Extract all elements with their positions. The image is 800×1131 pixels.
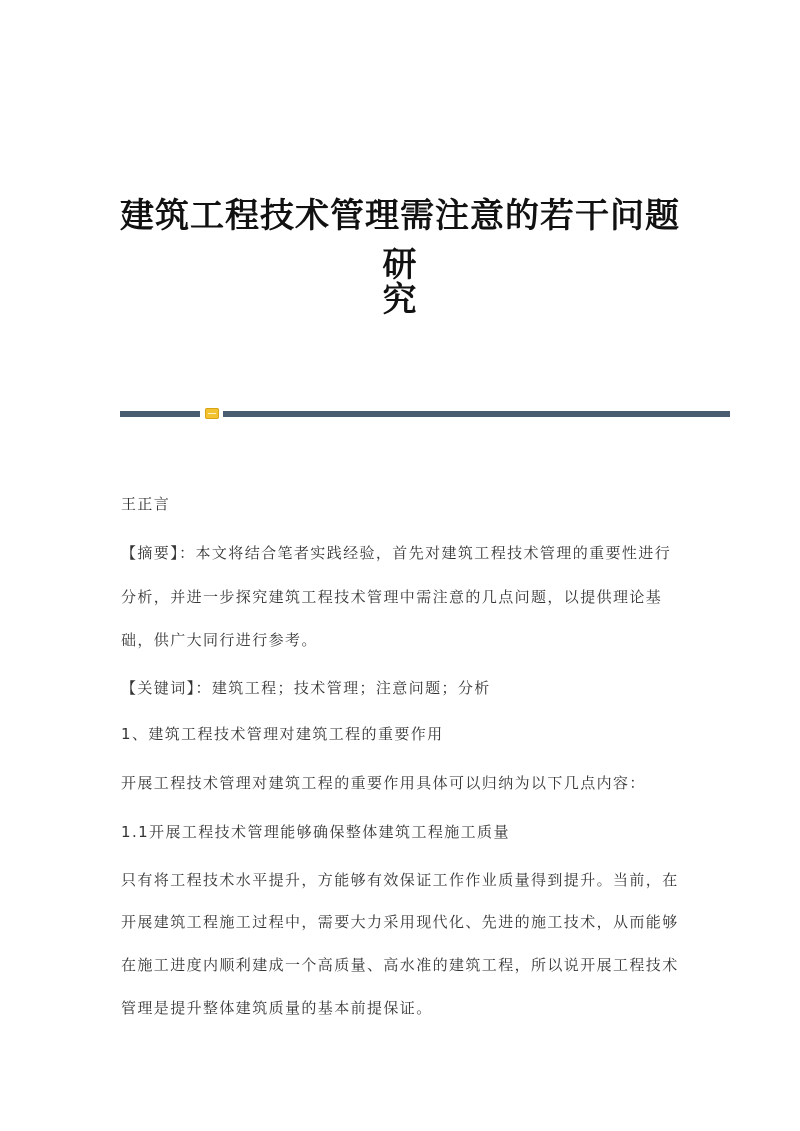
paragraph-line: 只有将工程技术水平提升，方能够有效保证工作作业质量得到提升。当前，在 (121, 871, 679, 889)
paragraph-line: 在施工进度内顺利建成一个高质量、高水准的建筑工程，所以说开展工程技术 (121, 956, 679, 974)
section-intro: 开展工程技术管理对建筑工程的重要作用具体可以归纳为以下几点内容： (121, 774, 646, 792)
abstract-line: 分析，并进一步探究建筑工程技术管理中需注意的几点问题，以提供理论基 (121, 588, 663, 606)
divider-bar-left (120, 411, 200, 417)
document-title: 建筑工程技术管理需注意的若干问题研 (120, 196, 680, 285)
keywords: 【关键词】：建筑工程；技术管理；注意问题；分析 (121, 679, 491, 697)
abstract-line: 【摘要】：本文将结合笔者实践经验，首先对建筑工程技术管理的重要性进行 (121, 544, 672, 562)
paragraph-line: 管理是提升整体建筑质量的基本前提保证。 (121, 999, 433, 1017)
paragraph-line: 开展建筑工程施工过程中，需要大力采用现代化、先进的施工技术，从而能够 (121, 913, 679, 931)
author-name: 王正言 (121, 495, 171, 513)
subsection-heading: 1.1开展工程技术管理能够确保整体建筑工程施工质量 (121, 823, 510, 841)
abstract-line: 础，供广大同行进行参考。 (121, 631, 318, 649)
document-title-continued: 究 (382, 280, 418, 320)
title-divider (120, 408, 730, 418)
divider-badge-icon (205, 408, 219, 419)
section-heading: 1、建筑工程技术管理对建筑工程的重要作用 (121, 725, 444, 743)
divider-bar-right (223, 411, 730, 417)
